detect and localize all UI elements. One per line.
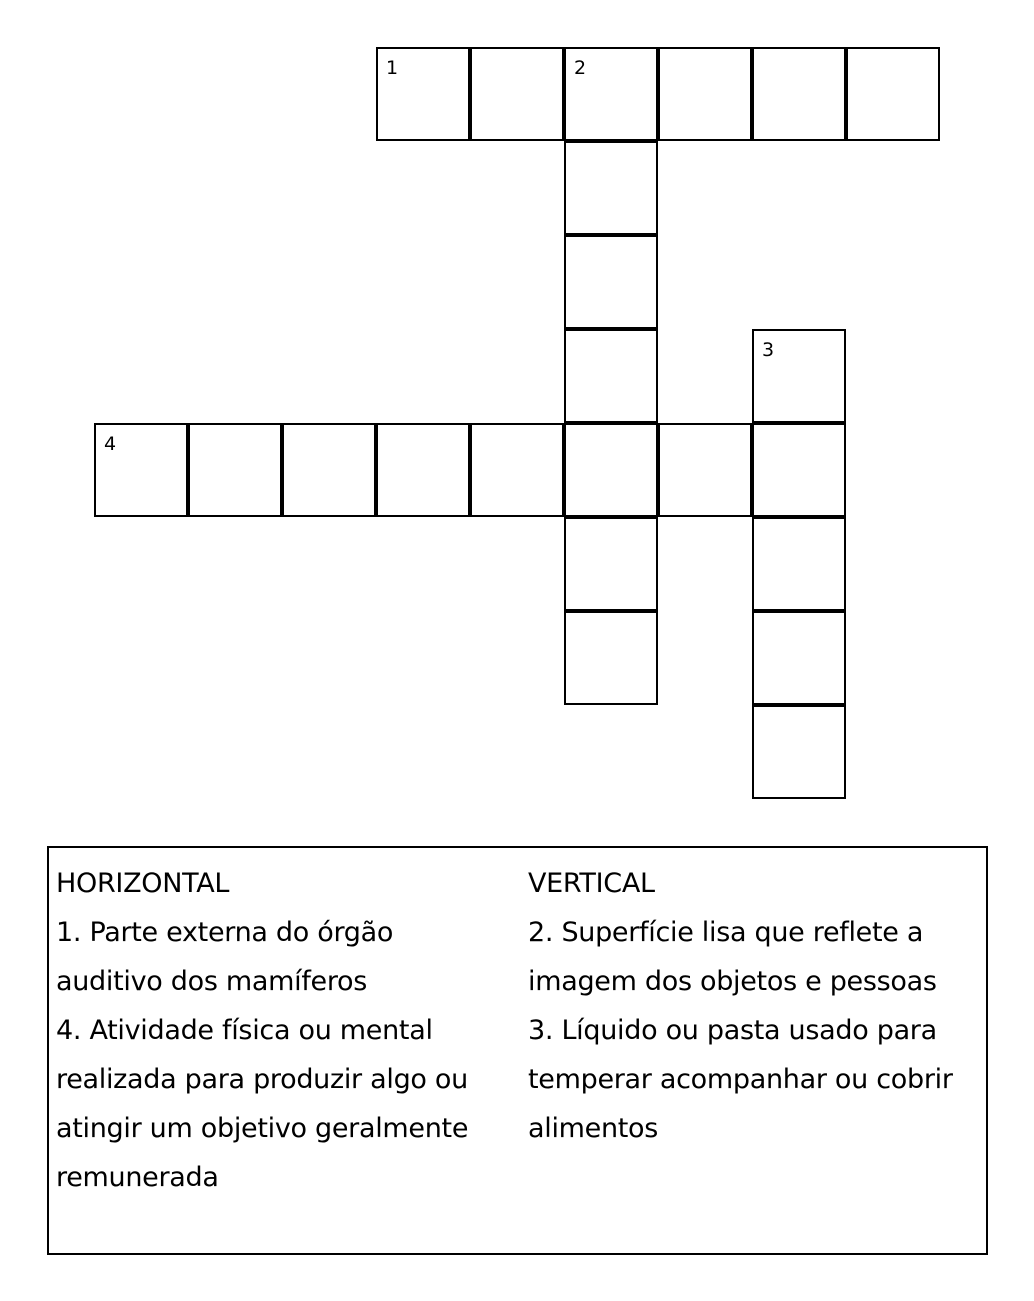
horizontal-clue-line: 4. Atividade física ou mental <box>56 1015 433 1046</box>
horizontal-clue-line: 1. Parte externa do órgão <box>56 917 394 948</box>
vertical-clue-line: alimentos <box>528 1113 659 1144</box>
horizontal-clue-line: remunerada <box>56 1162 219 1193</box>
clue-number: 3 <box>762 339 775 361</box>
vertical-clue-line: 2. Superfície lisa que reflete a <box>528 917 924 948</box>
crossword-cell[interactable] <box>752 517 846 611</box>
vertical-clue-line: imagem dos objetos e pessoas <box>528 966 937 997</box>
crossword-cell[interactable] <box>564 423 658 517</box>
vertical-heading: VERTICAL <box>528 868 655 899</box>
horizontal-clue-line: realizada para produzir algo ou <box>56 1064 468 1095</box>
crossword-cell[interactable] <box>282 423 376 517</box>
crossword-cell[interactable] <box>752 705 846 799</box>
horizontal-clues <box>56 859 496 1202</box>
crossword-cell[interactable] <box>846 47 940 141</box>
crossword-cell[interactable] <box>658 423 752 517</box>
crossword-cell[interactable] <box>658 47 752 141</box>
crossword-cell[interactable] <box>376 47 470 141</box>
vertical-clues <box>528 859 978 1153</box>
crossword-cell[interactable] <box>188 423 282 517</box>
horizontal-clue-line: atingir um objetivo geralmente <box>56 1113 469 1144</box>
crossword-cell[interactable] <box>564 47 658 141</box>
crossword-cell[interactable] <box>376 423 470 517</box>
clue-number: 2 <box>574 57 587 79</box>
crossword-cell[interactable] <box>470 47 564 141</box>
crossword-cell[interactable] <box>564 141 658 235</box>
crossword-cell[interactable] <box>752 329 846 423</box>
vertical-clue-line: temperar acompanhar ou cobrir <box>528 1064 953 1095</box>
crossword-cell[interactable] <box>564 329 658 423</box>
crossword-cell[interactable] <box>752 423 846 517</box>
horizontal-heading: HORIZONTAL <box>56 868 230 899</box>
crossword-cell[interactable] <box>564 517 658 611</box>
clues-box <box>47 846 988 1255</box>
clue-number: 1 <box>386 57 399 79</box>
crossword-cell[interactable] <box>94 423 188 517</box>
horizontal-clue-line: auditivo dos mamíferos <box>56 966 368 997</box>
crossword-cell[interactable] <box>564 235 658 329</box>
crossword-cell[interactable] <box>752 47 846 141</box>
crossword-cell[interactable] <box>752 611 846 705</box>
vertical-clue-line: 3. Líquido ou pasta usado para <box>528 1015 937 1046</box>
clue-number: 4 <box>104 433 117 455</box>
crossword-cell[interactable] <box>564 611 658 705</box>
crossword-cell[interactable] <box>470 423 564 517</box>
